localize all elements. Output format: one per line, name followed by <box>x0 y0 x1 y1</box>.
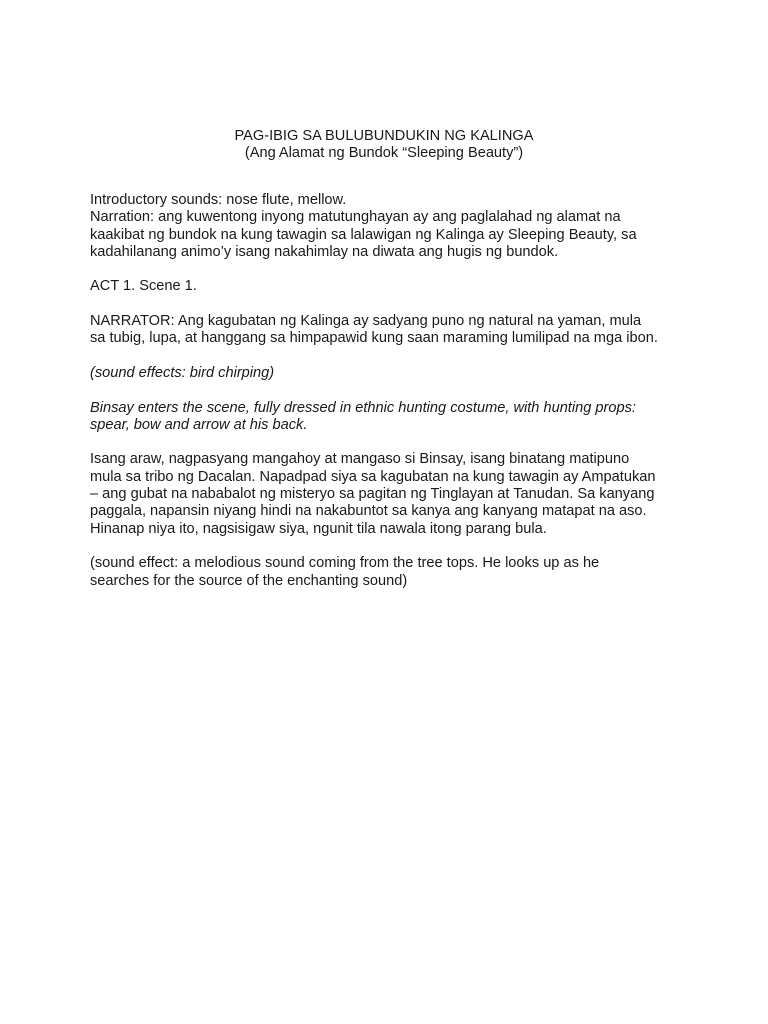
title-block <box>0 128 768 163</box>
sound-effect-paragraph-2 <box>90 555 690 590</box>
story-line: Hinanap niya ito, nagsisigaw siya, ngunit tila nawala itong parang bula. <box>90 520 547 537</box>
story-paragraph <box>90 451 690 537</box>
sound-effect-paragraph <box>90 365 690 382</box>
story-line: Isang araw, nagpasyang mangahoy at mangaso si Binsay, isang binatang matipuno <box>90 451 630 468</box>
narration-line: kadahilanang animo’y isang nakahimlay na diwata ang hugis ng bundok. <box>90 243 559 260</box>
sound-effect-line: searches for the source of the enchanting sound) <box>90 572 408 589</box>
story-line: mula sa tribo ng Dacalan. Napadpad siya sa kagubatan na kung tawagin ay Ampatukan <box>90 468 656 485</box>
sound-effect-line: (sound effects: bird chirping) <box>90 364 275 381</box>
narration-line: kaakibat ng bundok na kung tawagin sa lalawigan ng Kalinga ay Sleeping Beauty, sa <box>90 226 637 243</box>
narrator-line: sa tubig, lupa, at hanggang sa himpapawid kung saan maraming lumilipad na mga ibon. <box>90 330 658 347</box>
document-subtitle: (Ang Alamat ng Bundok “Sleeping Beauty”) <box>244 145 524 162</box>
sound-effect-line: (sound effect: a melodious sound coming from the tree tops. He looks up as he <box>90 555 600 572</box>
intro-sounds-line: Introductory sounds: nose flute, mellow. <box>90 192 347 208</box>
act-scene-paragraph <box>90 278 690 295</box>
story-line: paggala, napansin niyang hindi na nakabuntot sa kanya ang kanyang matapat na aso. <box>90 503 647 520</box>
act-scene-heading: ACT 1. Scene 1. <box>90 278 197 295</box>
stage-direction-paragraph <box>90 400 690 435</box>
narration-line: Narration: ang kuwentong inyong matutunghayan ay ang paglalahad ng alamat na <box>90 209 621 226</box>
story-line: – ang gubat na nababalot ng misteryo sa pagitan ng Tinglayan at Tanudan. Sa kanyang <box>90 486 655 503</box>
document-body <box>90 192 690 590</box>
document-title: PAG-IBIG SA BULUBUNDUKIN NG KALINGA <box>234 128 534 144</box>
stage-direction-line: spear, bow and arrow at his back. <box>90 416 308 433</box>
narrator-paragraph <box>90 313 690 348</box>
narrator-line: NARRATOR: Ang kagubatan ng Kalinga ay sadyang puno ng natural na yaman, mula <box>90 313 642 330</box>
intro-paragraph <box>90 192 690 261</box>
stage-direction-line: Binsay enters the scene, fully dressed in ethnic hunting costume, with hunting props: <box>90 399 636 416</box>
